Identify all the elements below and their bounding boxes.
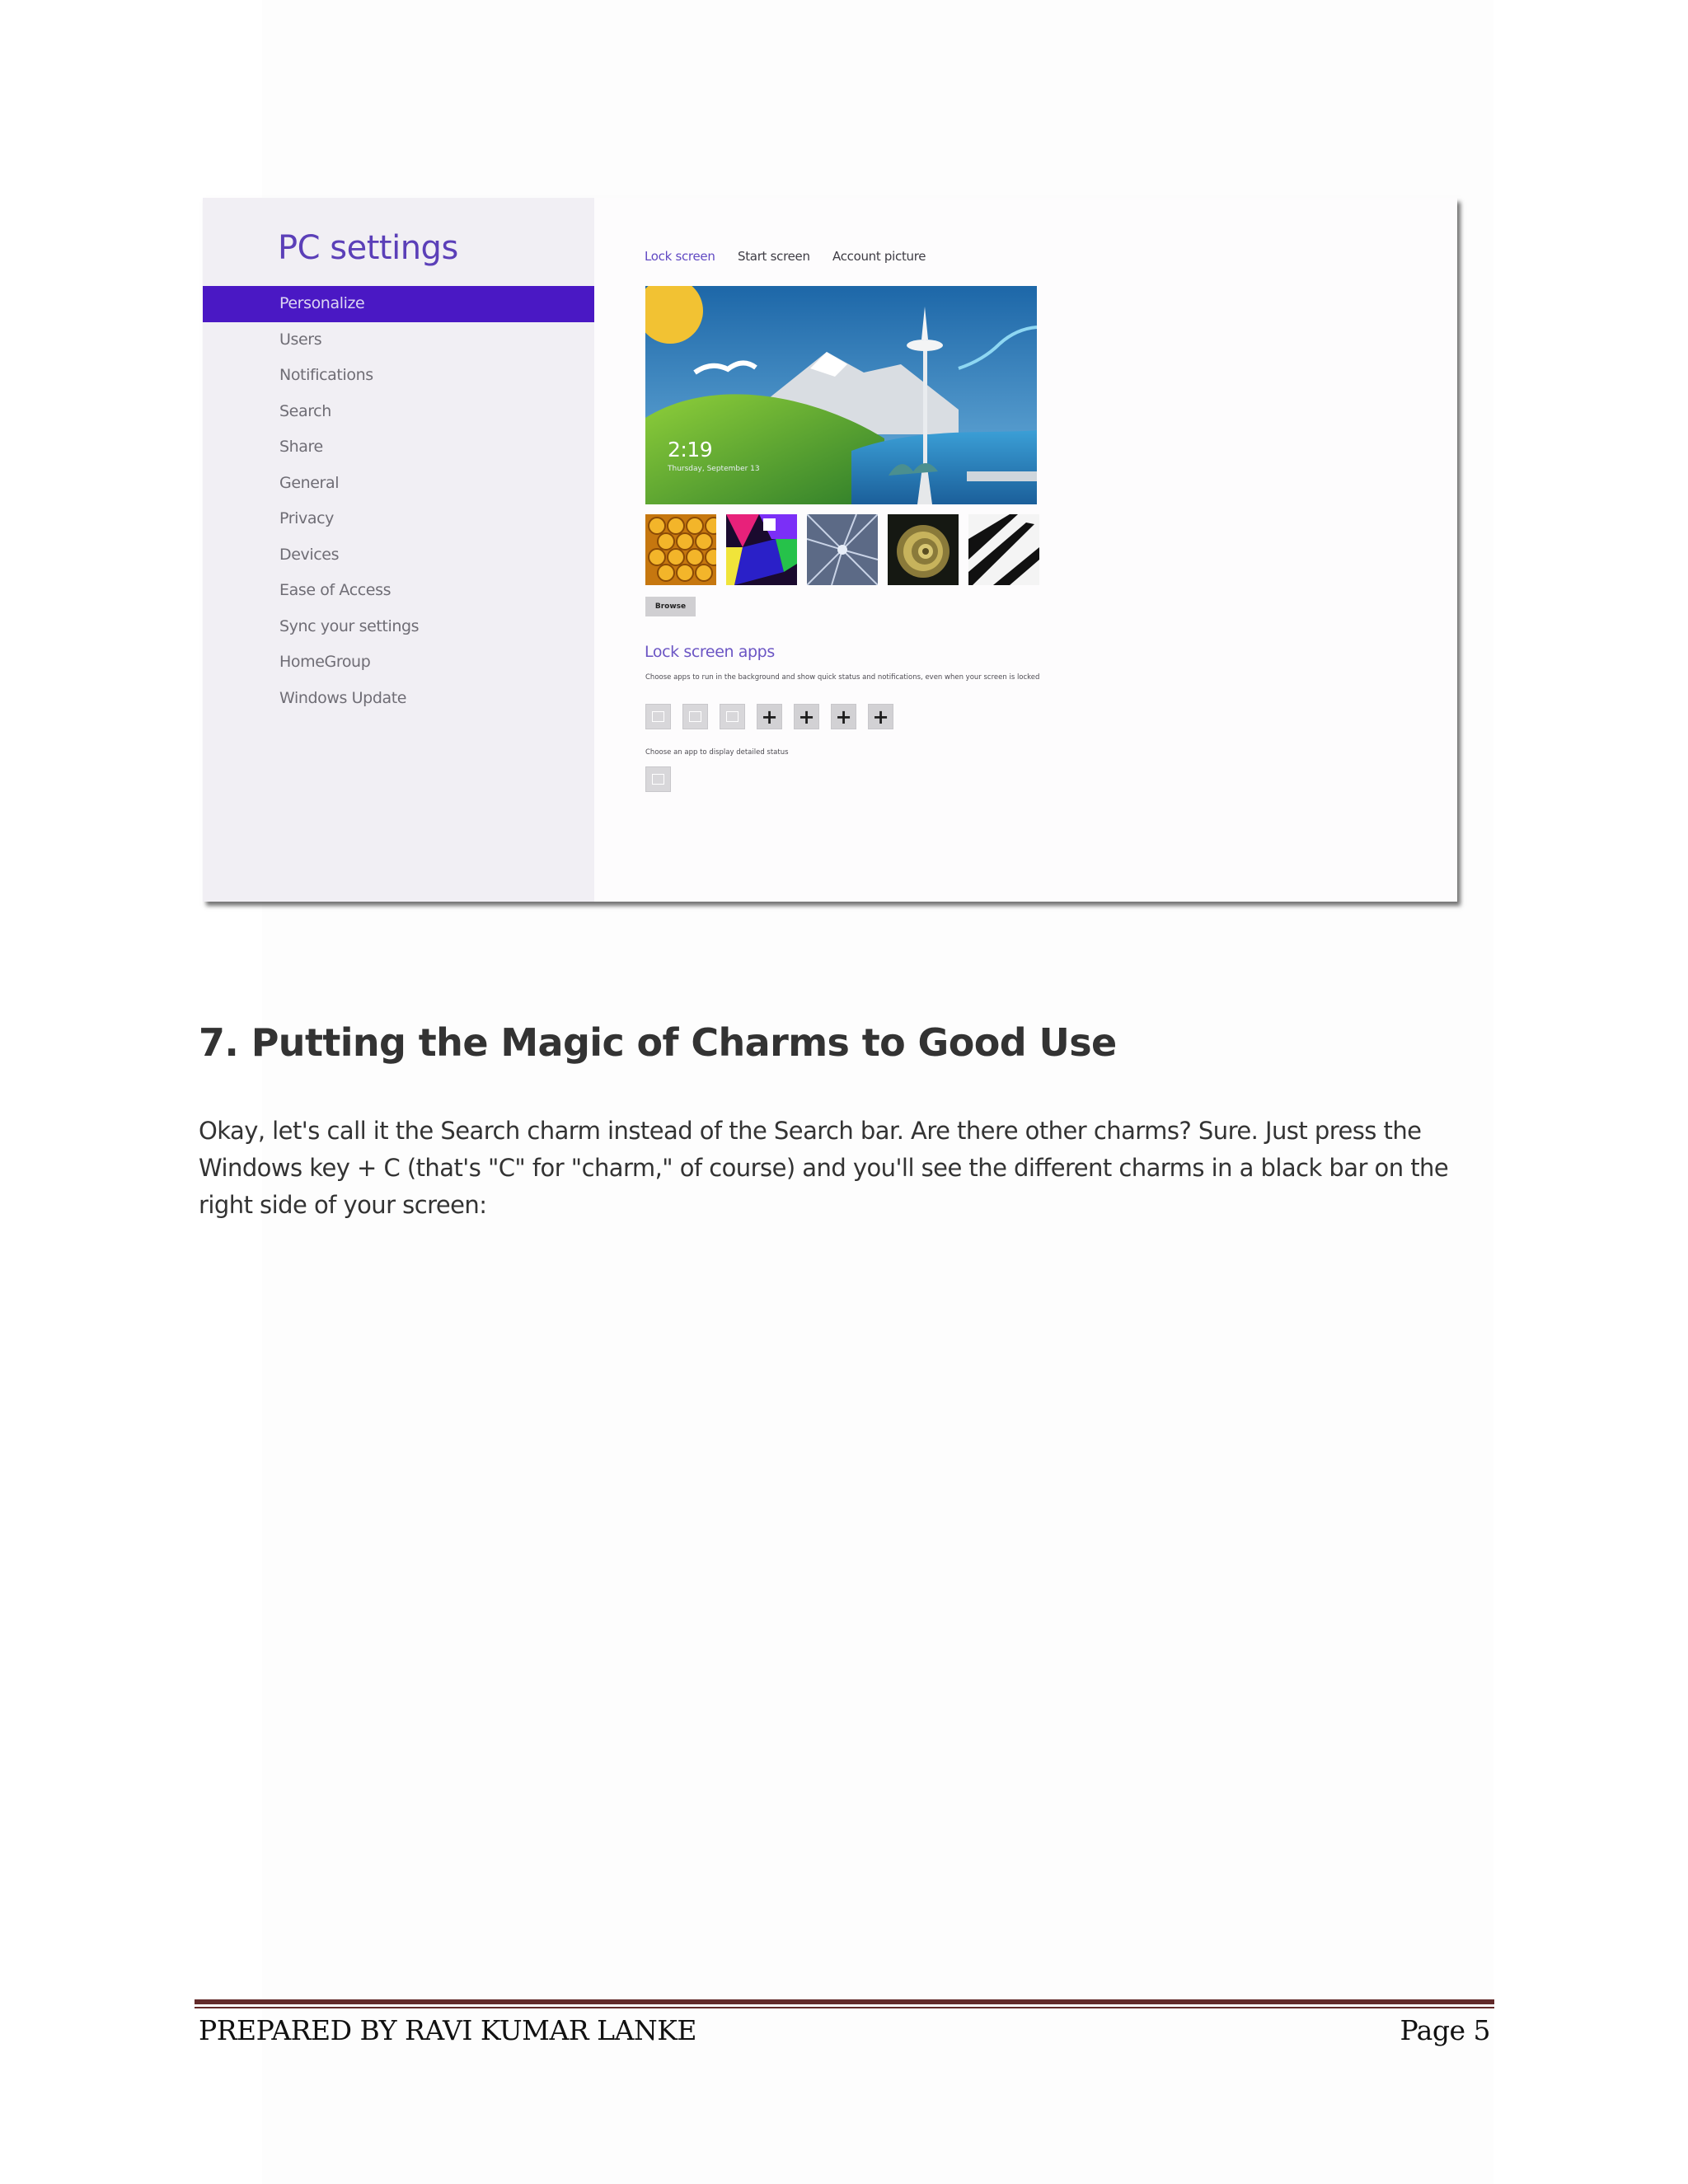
calendar-icon [726, 711, 738, 722]
sidebar-item-search[interactable]: Search [279, 401, 331, 420]
add-app-slot[interactable] [831, 704, 856, 729]
sidebar-item-windows-update[interactable]: Windows Update [279, 688, 407, 707]
thumbnail-tunnel[interactable] [807, 514, 878, 585]
thumbnail-piano-keys[interactable] [968, 514, 1039, 585]
sidebar-item-privacy[interactable]: Privacy [279, 509, 334, 527]
sidebar-item-personalize[interactable]: Personalize [203, 286, 594, 322]
sidebar-item-devices[interactable]: Devices [279, 545, 340, 564]
settings-title: PC settings [278, 229, 458, 267]
messaging-icon [652, 711, 664, 722]
body-paragraph: Okay, let's call it the Search charm instead of the Search bar. Are there other charms? Sure. Just press the Windows key + C (that's "C" for "charm," of course) and you'll see the different charms in a black bar on the right side of your screen: [199, 1117, 1449, 1219]
thumbnail-colorful-blocks[interactable] [726, 514, 797, 585]
sidebar-item-ease-of-access[interactable]: Ease of Access [279, 581, 392, 599]
app-slot-messaging[interactable] [645, 704, 671, 729]
detailed-status-app-slot[interactable] [645, 766, 671, 792]
lock-screen-apps-description: Choose apps to run in the background and show quick status and notifications, even when your screen is locked [645, 673, 1040, 682]
sidebar-item-general[interactable]: General [279, 473, 340, 492]
sidebar-item-homegroup[interactable]: HomeGroup [279, 653, 371, 671]
lock-screen-preview [645, 286, 1037, 504]
section-heading: 7. Putting the Magic of Charms to Good Use [199, 1020, 1117, 1065]
lock-screen-date: Thursday, September 13 [668, 465, 760, 473]
plus-icon: + [761, 705, 778, 729]
calendar-icon [652, 774, 664, 785]
footer-divider [195, 1999, 1494, 2004]
sidebar-item-share[interactable]: Share [279, 438, 323, 456]
tab-start-screen[interactable]: Start screen [738, 249, 810, 264]
browse-button[interactable]: Browse [645, 597, 696, 616]
page-number: Page 5 [1400, 2014, 1490, 2046]
sidebar-item-notifications[interactable]: Notifications [279, 366, 373, 384]
pc-settings-screenshot [203, 198, 1457, 902]
plus-icon: + [835, 705, 852, 729]
lock-screen-time: 2:19 [668, 438, 713, 462]
sidebar-item-users[interactable]: Users [279, 330, 322, 349]
sidebar-menu [203, 286, 594, 716]
settings-sidebar [203, 198, 594, 902]
tab-account-picture[interactable]: Account picture [832, 249, 926, 264]
plus-icon: + [872, 705, 889, 729]
detailed-status-description: Choose an app to display detailed status [645, 748, 789, 757]
add-app-slot[interactable] [794, 704, 819, 729]
footer-divider-thin [195, 2007, 1494, 2008]
add-app-slot[interactable] [868, 704, 893, 729]
tab-lock-screen[interactable]: Lock screen [645, 249, 715, 264]
add-app-slot[interactable] [757, 704, 782, 729]
thumbnail-honeycomb[interactable] [645, 514, 716, 585]
footer-author: PREPARED BY RAVI KUMAR LANKE [199, 2014, 696, 2046]
sidebar-item-sync-settings[interactable]: Sync your settings [279, 616, 420, 635]
thumbnail-nautilus-shell[interactable] [888, 514, 959, 585]
plus-icon: + [798, 705, 815, 729]
mail-icon [689, 711, 701, 722]
app-slot-mail[interactable] [682, 704, 708, 729]
app-slot-calendar[interactable] [720, 704, 745, 729]
lock-screen-apps-title: Lock screen apps [645, 643, 775, 661]
